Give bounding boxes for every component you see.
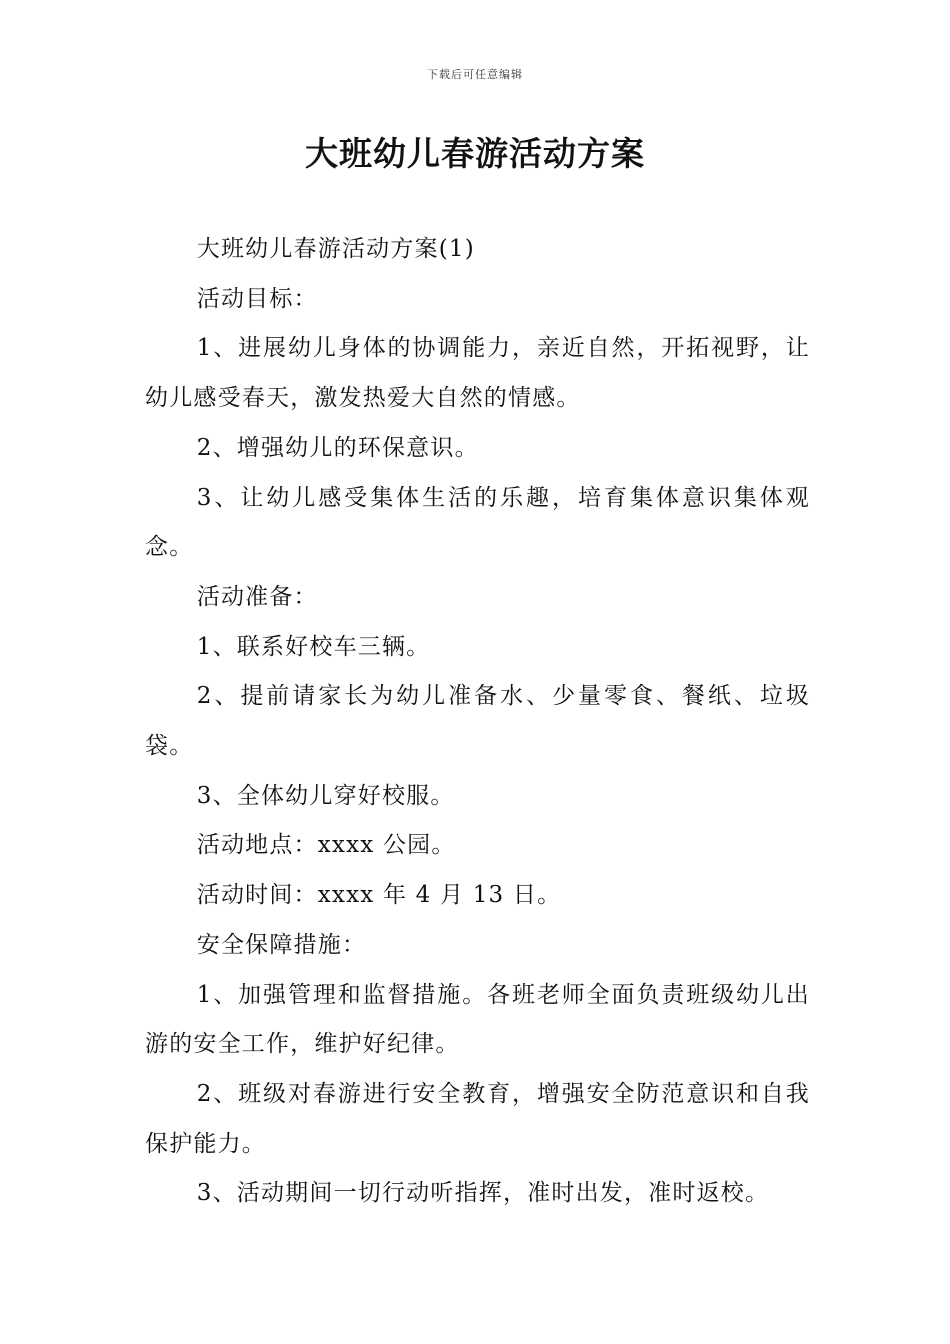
preparation-item-1: 1、联系好校车三辆。 <box>196 633 431 660</box>
document-body <box>145 225 810 1219</box>
section-heading-safety: 安全保障措施： <box>196 931 367 958</box>
safety-item-1: 1、加强管理和监督措施。各班老师全面负责班级幼儿出游的安全工作，维护好纪律。 <box>145 981 810 1058</box>
goal-item-2: 2、增强幼儿的环保意识。 <box>196 434 479 461</box>
section-heading-preparation: 活动准备： <box>196 583 318 610</box>
document-title: 大班幼儿春游活动方案 <box>305 134 645 173</box>
activity-location: 活动地点：xxxx 公园。 <box>196 832 456 859</box>
activity-time: 活动时间：xxxx 年 4 月 13 日。 <box>196 882 562 909</box>
safety-item-3: 3、活动期间一切行动听指挥，准时出发，准时返校。 <box>196 1180 770 1207</box>
goal-item-3: 3、让幼儿感受集体生活的乐趣，培育集体意识集体观念。 <box>145 484 810 561</box>
section-heading-goals: 活动目标： <box>196 285 318 312</box>
safety-item-2: 2、班级对春游进行安全教育，增强安全防范意识和自我保护能力。 <box>145 1080 810 1157</box>
preparation-item-3: 3、全体幼儿穿好校服。 <box>196 782 455 809</box>
header-note: 下载后可任意编辑 <box>427 68 523 81</box>
preparation-item-2: 2、提前请家长为幼儿准备水、少量零食、餐纸、垃圾袋。 <box>145 683 810 760</box>
section-heading-plan: 大班幼儿春游活动方案(1) <box>196 236 475 262</box>
goal-item-1: 1、进展幼儿身体的协调能力，亲近自然，开拓视野，让幼儿感受春天，激发热爱大自然的情感。 <box>145 335 810 412</box>
